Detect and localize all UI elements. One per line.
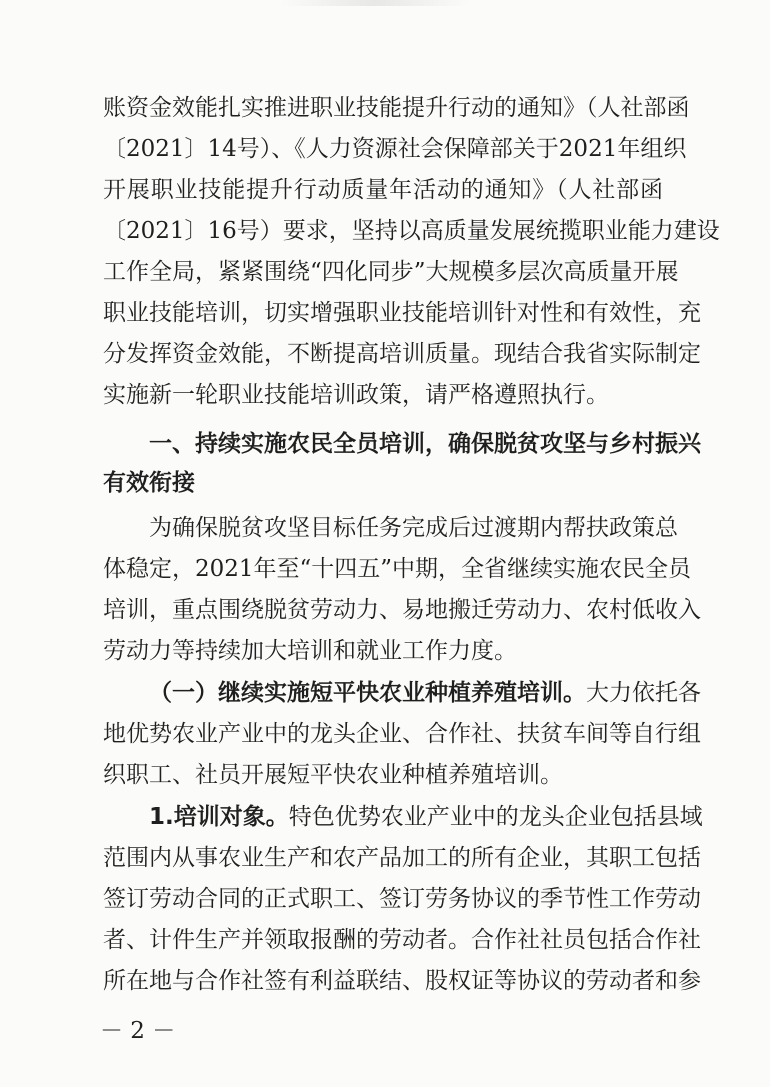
scan-artifact [280, 0, 470, 6]
section-heading-line-1: 一、持续实施农民全员培训，确保脱贫攻坚与乡村振兴 [149, 431, 701, 457]
section-para-line-3: 培训，重点围绕脱贫劳动力、易地搬迁劳动力、农村低收入 [103, 597, 701, 623]
subsection-line-2: 地优势农业产业中的龙头企业、合作社、扶贫车间等自行组 [103, 721, 701, 747]
section-para-line-4: 劳动力等持续加大培训和就业工作力度。 [103, 638, 517, 664]
intro-line-1: 账资金效能扎实推进职业技能提升行动的通知》（人社部函 [103, 95, 690, 121]
section-heading-line-2: 有效衔接 [103, 470, 195, 496]
intro-line-7: 分发挥资金效能，不断提高培训质量。现结合我省实际制定 [103, 341, 701, 367]
subsection-line-1 [149, 678, 701, 708]
item-line-1-rest: 特色优势农业产业中的龙头企业包括县域 [288, 804, 703, 830]
item-line-5: 所在地与合作社签有利益联结、股权证等协议的劳动者和参 [103, 968, 701, 994]
subsection-line-3: 织职工、社员开展短平快农业种植养殖培训。 [103, 762, 563, 788]
item-line-4: 者、计件生产并领取报酬的劳动者。合作社社员包括合作社 [103, 927, 701, 953]
section-para-line-1: 为确保脱贫攻坚目标任务完成后过渡期内帮扶政策总 [149, 515, 678, 541]
intro-line-8: 实施新一轮职业技能培训政策，请严格遵照执行。 [103, 382, 609, 408]
intro-line-4: 〔2021〕16号）要求，坚持以高质量发展统揽职业能力建设 [103, 218, 720, 244]
subsection-line-1-rest: 大力依托各 [586, 680, 701, 706]
intro-line-2: 〔2021〕14号）、《人力资源社会保障部关于2021年组织 [103, 136, 687, 162]
intro-line-5: 工作全局，紧紧围绕“四化同步”大规模多层次高质量开展 [103, 259, 679, 285]
item-line-3: 签订劳动合同的正式职工、签订劳务协议的季节性工作劳动 [103, 886, 701, 912]
intro-line-6: 职业技能培训，切实增强职业技能培训针对性和有效性，充 [103, 300, 701, 326]
section-para-line-2: 体稳定，2021年至“十四五”中期，全省继续实施农民全员 [103, 556, 692, 582]
intro-line-3: 开展职业技能提升行动质量年活动的通知》（人社部函 [103, 177, 663, 203]
item-line-1 [149, 802, 703, 832]
item-title: 1.培训对象。 [149, 804, 289, 830]
page-number: － 2 － [100, 1018, 176, 1044]
subsection-title: （一）继续实施短平快农业种植养殖培训。 [149, 679, 586, 706]
item-line-2: 范围内从事农业生产和农产品加工的所有企业，其职工包括 [103, 845, 701, 871]
